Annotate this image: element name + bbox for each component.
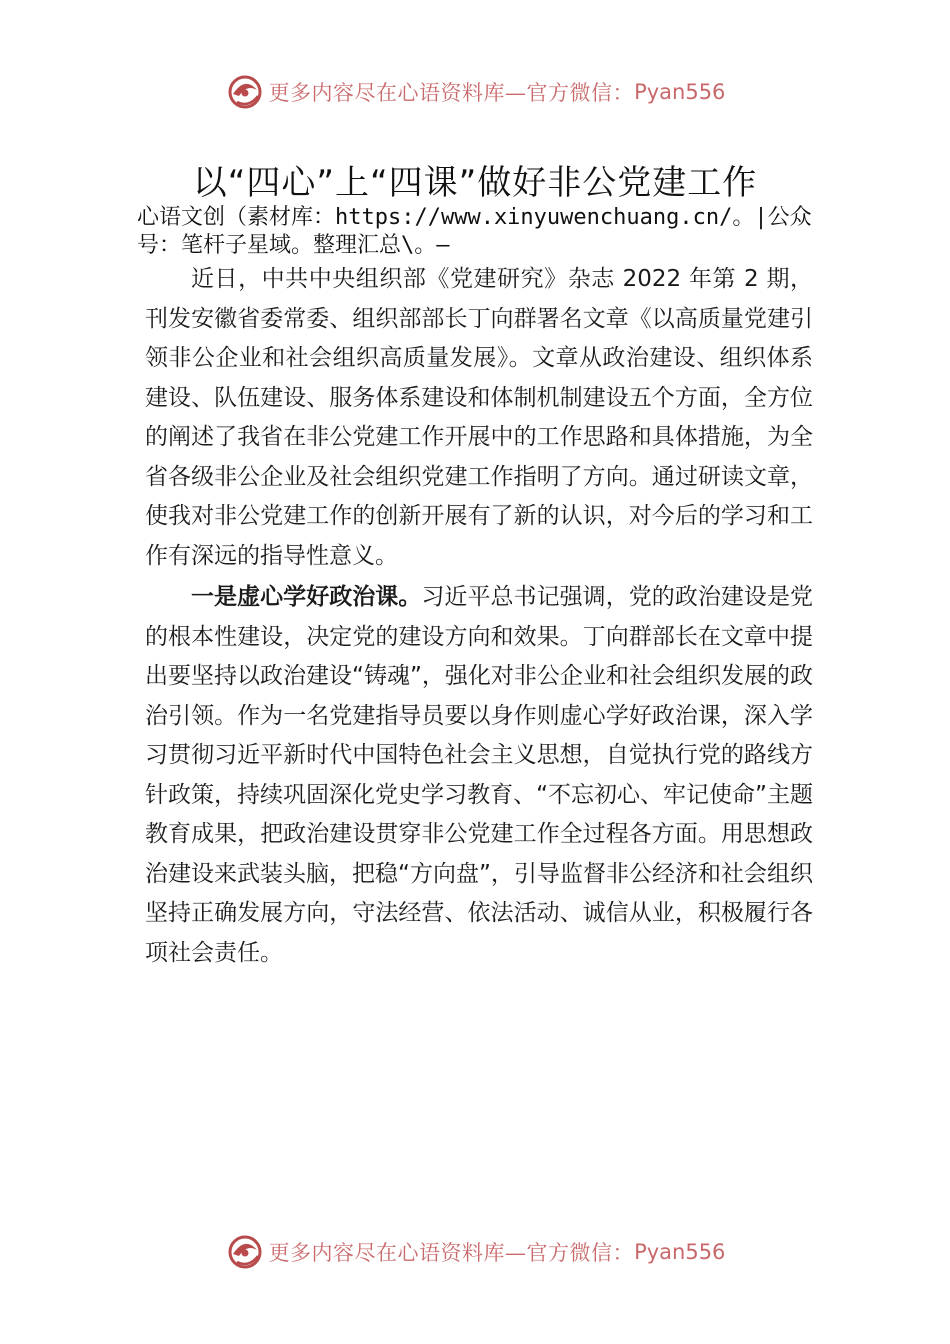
paragraph-text: 习近平总书记强调，党的政治建设是党的根本性建设，决定党的建设方向和效果。丁向群部长在文章中提出要坚持以政治建设“铸魂”，强化对非公企业和社会组织发展的政治引领。作为一名党建指导员要以身作则虚心学好政治课，深入学习贯彻习近平新时代中国特色社会主义思想，自觉执行党的路线方针政策，持续巩固深化党史学习教育、“不忘初心、牢记使命”主题教育成果，把政治建设贯穿非公党建工作全过程各方面。用思想政治建设来武装头脑，把稳“方向盘”，引导监督非公经济和社会组织坚持正确发展方向，守法经营、依法活动、诚信从业，积极履行各项社会责任。 — [145, 584, 814, 966]
source-line: 心语文创（素材库：https://www.xinyuwenchuang.cn/。|公众号：笔杆子星域。整理汇总\。— — [137, 205, 812, 258]
watermark-wechat-id: Pyan556 — [634, 80, 726, 104]
paragraph-politics — [145, 578, 813, 973]
watermark-text: 更多内容尽在心语资料库—官方微信： — [268, 1241, 635, 1265]
swirl-logo-icon — [225, 72, 265, 112]
footer-watermark — [0, 1230, 950, 1274]
document-title: 以“四心”上“四课”做好非公党建工作 — [192, 163, 758, 203]
document-body — [145, 260, 813, 973]
swirl-logo-icon — [225, 1232, 265, 1272]
paragraph-intro — [145, 260, 813, 576]
watermark-wechat-id: Pyan556 — [634, 1240, 726, 1264]
paragraph-text: 近日，中共中央组织部《党建研究》杂志 2022 年第 2 期，刊发安徽省委常委、组织部部长丁向群署名文章《以高质量党建引领非公企业和社会组织高质量发展》。文章从政治建设、组织体系建设、队伍建设、服务体系建设和体制机制建设五个方面，全方位的阐述了我省在非公党建工作开展中的工作思路和具体措施，为全省各级非公企业及社会组织党建工作指明了方向。通过研读文章，使我对非公党建工作的创新开展有了新的认识，对今后的学习和工作有深远的指导性意义。 — [145, 266, 813, 569]
header-watermark — [0, 70, 950, 114]
watermark-text: 更多内容尽在心语资料库—官方微信： — [268, 81, 635, 105]
paragraph-lead: 一是虚心学好政治课。 — [191, 584, 422, 610]
